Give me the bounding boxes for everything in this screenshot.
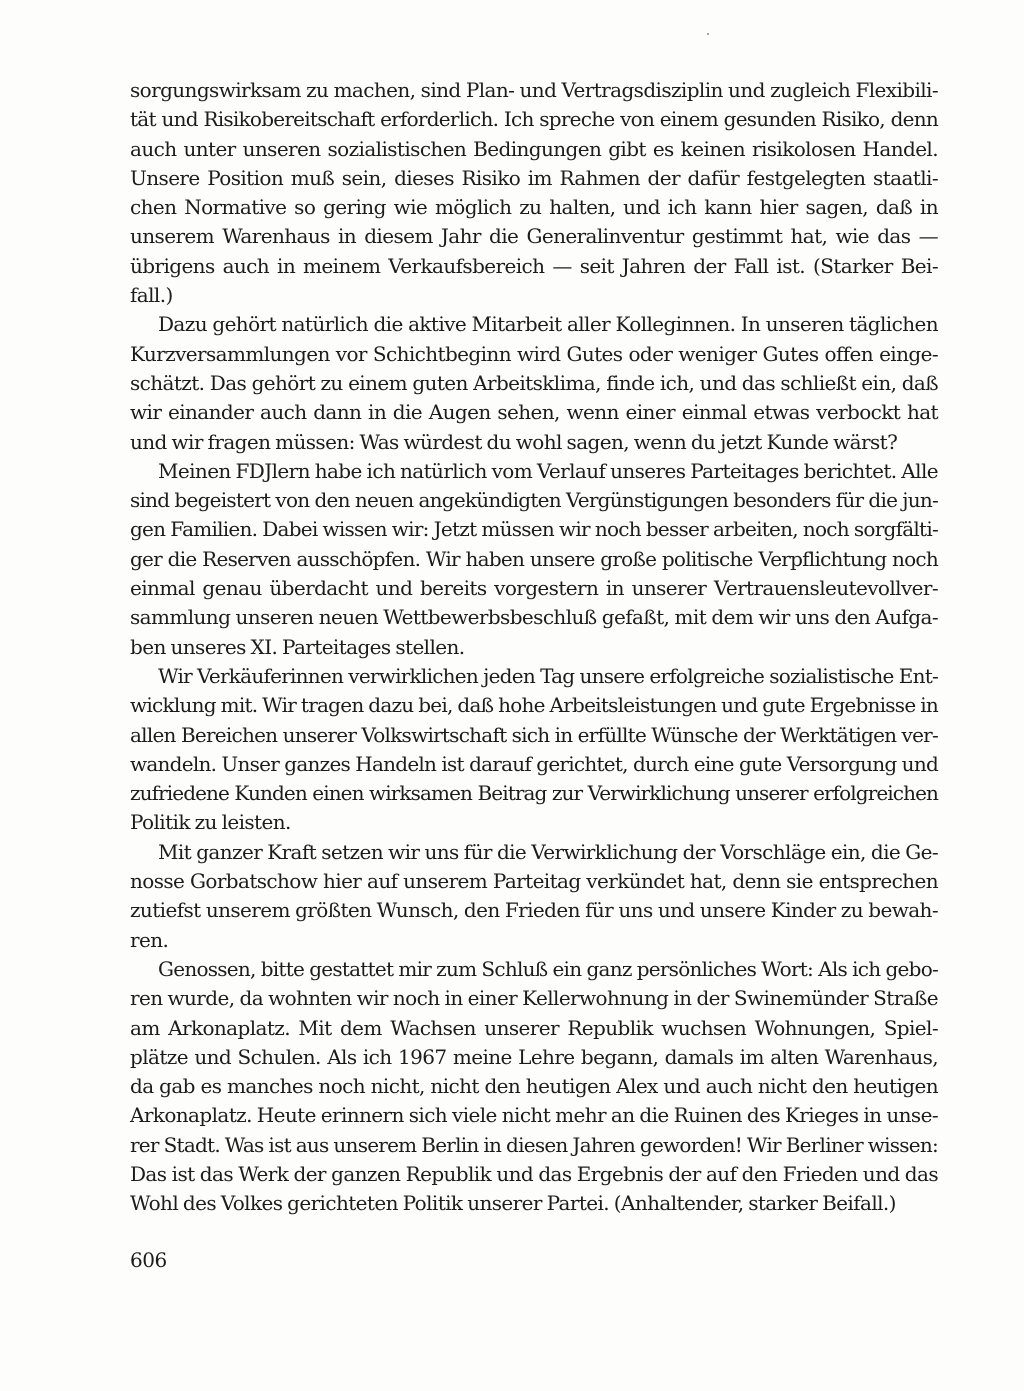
scan-speck bbox=[707, 33, 709, 35]
text-line: sind begeistert von den neuen angekündigten Vergünstigungen besonders für die jun- bbox=[130, 488, 938, 513]
text-line: Genossen, bitte gestattet mir zum Schluß ein ganz persönliches Wort: Als ich gebo- bbox=[158, 956, 938, 981]
text-line: Kurzversammlungen vor Schichtbeginn wird Gutes oder weniger Gutes offen einge- bbox=[130, 341, 938, 366]
text-line: fall.) bbox=[130, 283, 173, 308]
text-line: ger die Reserven ausschöpfen. Wir haben unsere große politische Verpflichtung noch bbox=[130, 546, 938, 571]
text-line: Arkonaplatz. Heute erinnern sich viele nicht mehr an die Ruinen des Krieges in unse- bbox=[130, 1103, 938, 1128]
text-line: zutiefst unserem größten Wunsch, den Frieden für uns und unsere Kinder zu bewah- bbox=[130, 898, 938, 923]
text-line: und wir fragen müssen: Was würdest du wohl sagen, wenn du jetzt Kunde wärst? bbox=[130, 429, 898, 454]
text-line: chen Normative so gering wie möglich zu halten, und ich kann hier sagen, daß in bbox=[130, 195, 938, 220]
paragraph bbox=[130, 310, 938, 456]
text-line: plätze und Schulen. Als ich 1967 meine Lehre begann, damals im alten Warenhaus, bbox=[130, 1044, 938, 1069]
paragraph bbox=[130, 76, 938, 310]
text-line: Das ist das Werk der ganzen Republik und das Ergebnis der auf den Frieden und das bbox=[130, 1161, 938, 1186]
text-line: gen Familien. Dabei wissen wir: Jetzt müssen wir noch besser arbeiten, noch sorgfälti- bbox=[130, 517, 938, 542]
text-line: Wir Verkäuferinnen verwirklichen jeden Tag unsere erfolgreiche sozialistische Ent- bbox=[158, 663, 938, 688]
text-line: da gab es manches noch nicht, nicht den heutigen Alex und auch nicht den heutigen bbox=[130, 1074, 938, 1099]
text-line: sammlung unseren neuen Wettbewerbsbeschluß gefaßt, mit dem wir uns den Aufga- bbox=[130, 605, 938, 630]
text-line: ren wurde, da wohnten wir noch in einer Kellerwohnung in der Swinemünder Straße bbox=[130, 986, 938, 1011]
text-line: nosse Gorbatschow hier auf unserem Parteitag verkündet hat, denn sie entsprechen bbox=[130, 869, 938, 894]
text-line: wir einander auch dann in die Augen sehen, wenn einer einmal etwas verbockt hat bbox=[130, 400, 938, 425]
text-line: Meinen FDJlern habe ich natürlich vom Verlauf unseres Parteitages berichtet. Alle bbox=[158, 458, 938, 483]
paragraph bbox=[130, 662, 938, 838]
text-line: auch unter unseren sozialistischen Bedingungen gibt es keinen risikolosen Handel. bbox=[130, 136, 938, 161]
text-line: am Arkonaplatz. Mit dem Wachsen unserer Republik wuchsen Wohnungen, Spiel- bbox=[130, 1015, 938, 1040]
page-number: 606 bbox=[130, 1248, 167, 1272]
body-text bbox=[130, 76, 938, 1219]
text-line: ren. bbox=[130, 927, 169, 952]
text-line: ben unseres XI. Parteitages stellen. bbox=[130, 634, 465, 659]
text-line: sorgungswirksam zu machen, sind Plan- und Vertragsdisziplin und zugleich Flexibili- bbox=[130, 78, 938, 102]
text-line: rer Stadt. Was ist aus unserem Berlin in diesen Jahren geworden! Wir Berliner wissen: bbox=[130, 1132, 938, 1157]
text-line: Wohl des Volkes gerichteten Politik unserer Partei. (Anhaltender, starker Beifall.) bbox=[130, 1191, 896, 1216]
text-line: einmal genau überdacht und bereits vorgestern in unserer Vertrauensleutevollver- bbox=[130, 576, 938, 601]
text-line: wicklung mit. Wir tragen dazu bei, daß hohe Arbeitsleistungen und gute Ergebnisse in bbox=[130, 693, 938, 718]
text-line: Mit ganzer Kraft setzen wir uns für die Verwirklichung der Vorschläge ein, die Ge- bbox=[158, 839, 938, 864]
paragraph bbox=[130, 838, 938, 955]
text-line: unserem Warenhaus in diesem Jahr die Generalinventur gestimmt hat, wie das — bbox=[130, 224, 938, 249]
text-line: Unsere Position muß sein, dieses Risiko im Rahmen der dafür festgelegten staatli- bbox=[130, 165, 938, 190]
text-line: wandeln. Unser ganzes Handeln ist darauf gerichtet, durch eine gute Versorgung und bbox=[130, 751, 938, 776]
text-line: allen Bereichen unserer Volkswirtschaft sich in erfüllte Wünsche der Werktätigen ver- bbox=[130, 722, 938, 747]
text-line: Dazu gehört natürlich die aktive Mitarbeit aller Kolleginnen. In unseren täglichen bbox=[158, 312, 938, 337]
text-line: Politik zu leisten. bbox=[130, 810, 291, 835]
text-line: übrigens auch in meinem Verkaufsbereich — seit Jahren der Fall ist. (Starker Bei- bbox=[130, 253, 938, 278]
paragraph bbox=[130, 955, 938, 1219]
text-line: tät und Risikobereitschaft erforderlich. Ich spreche von einem gesunden Risiko, denn bbox=[130, 107, 938, 132]
text-line: schätzt. Das gehört zu einem guten Arbeitsklima, finde ich, und das schließt ein, daß bbox=[130, 370, 938, 395]
paragraph bbox=[130, 457, 938, 662]
text-line: zufriedene Kunden einen wirksamen Beitrag zur Verwirklichung unserer erfolgreichen bbox=[130, 781, 938, 806]
